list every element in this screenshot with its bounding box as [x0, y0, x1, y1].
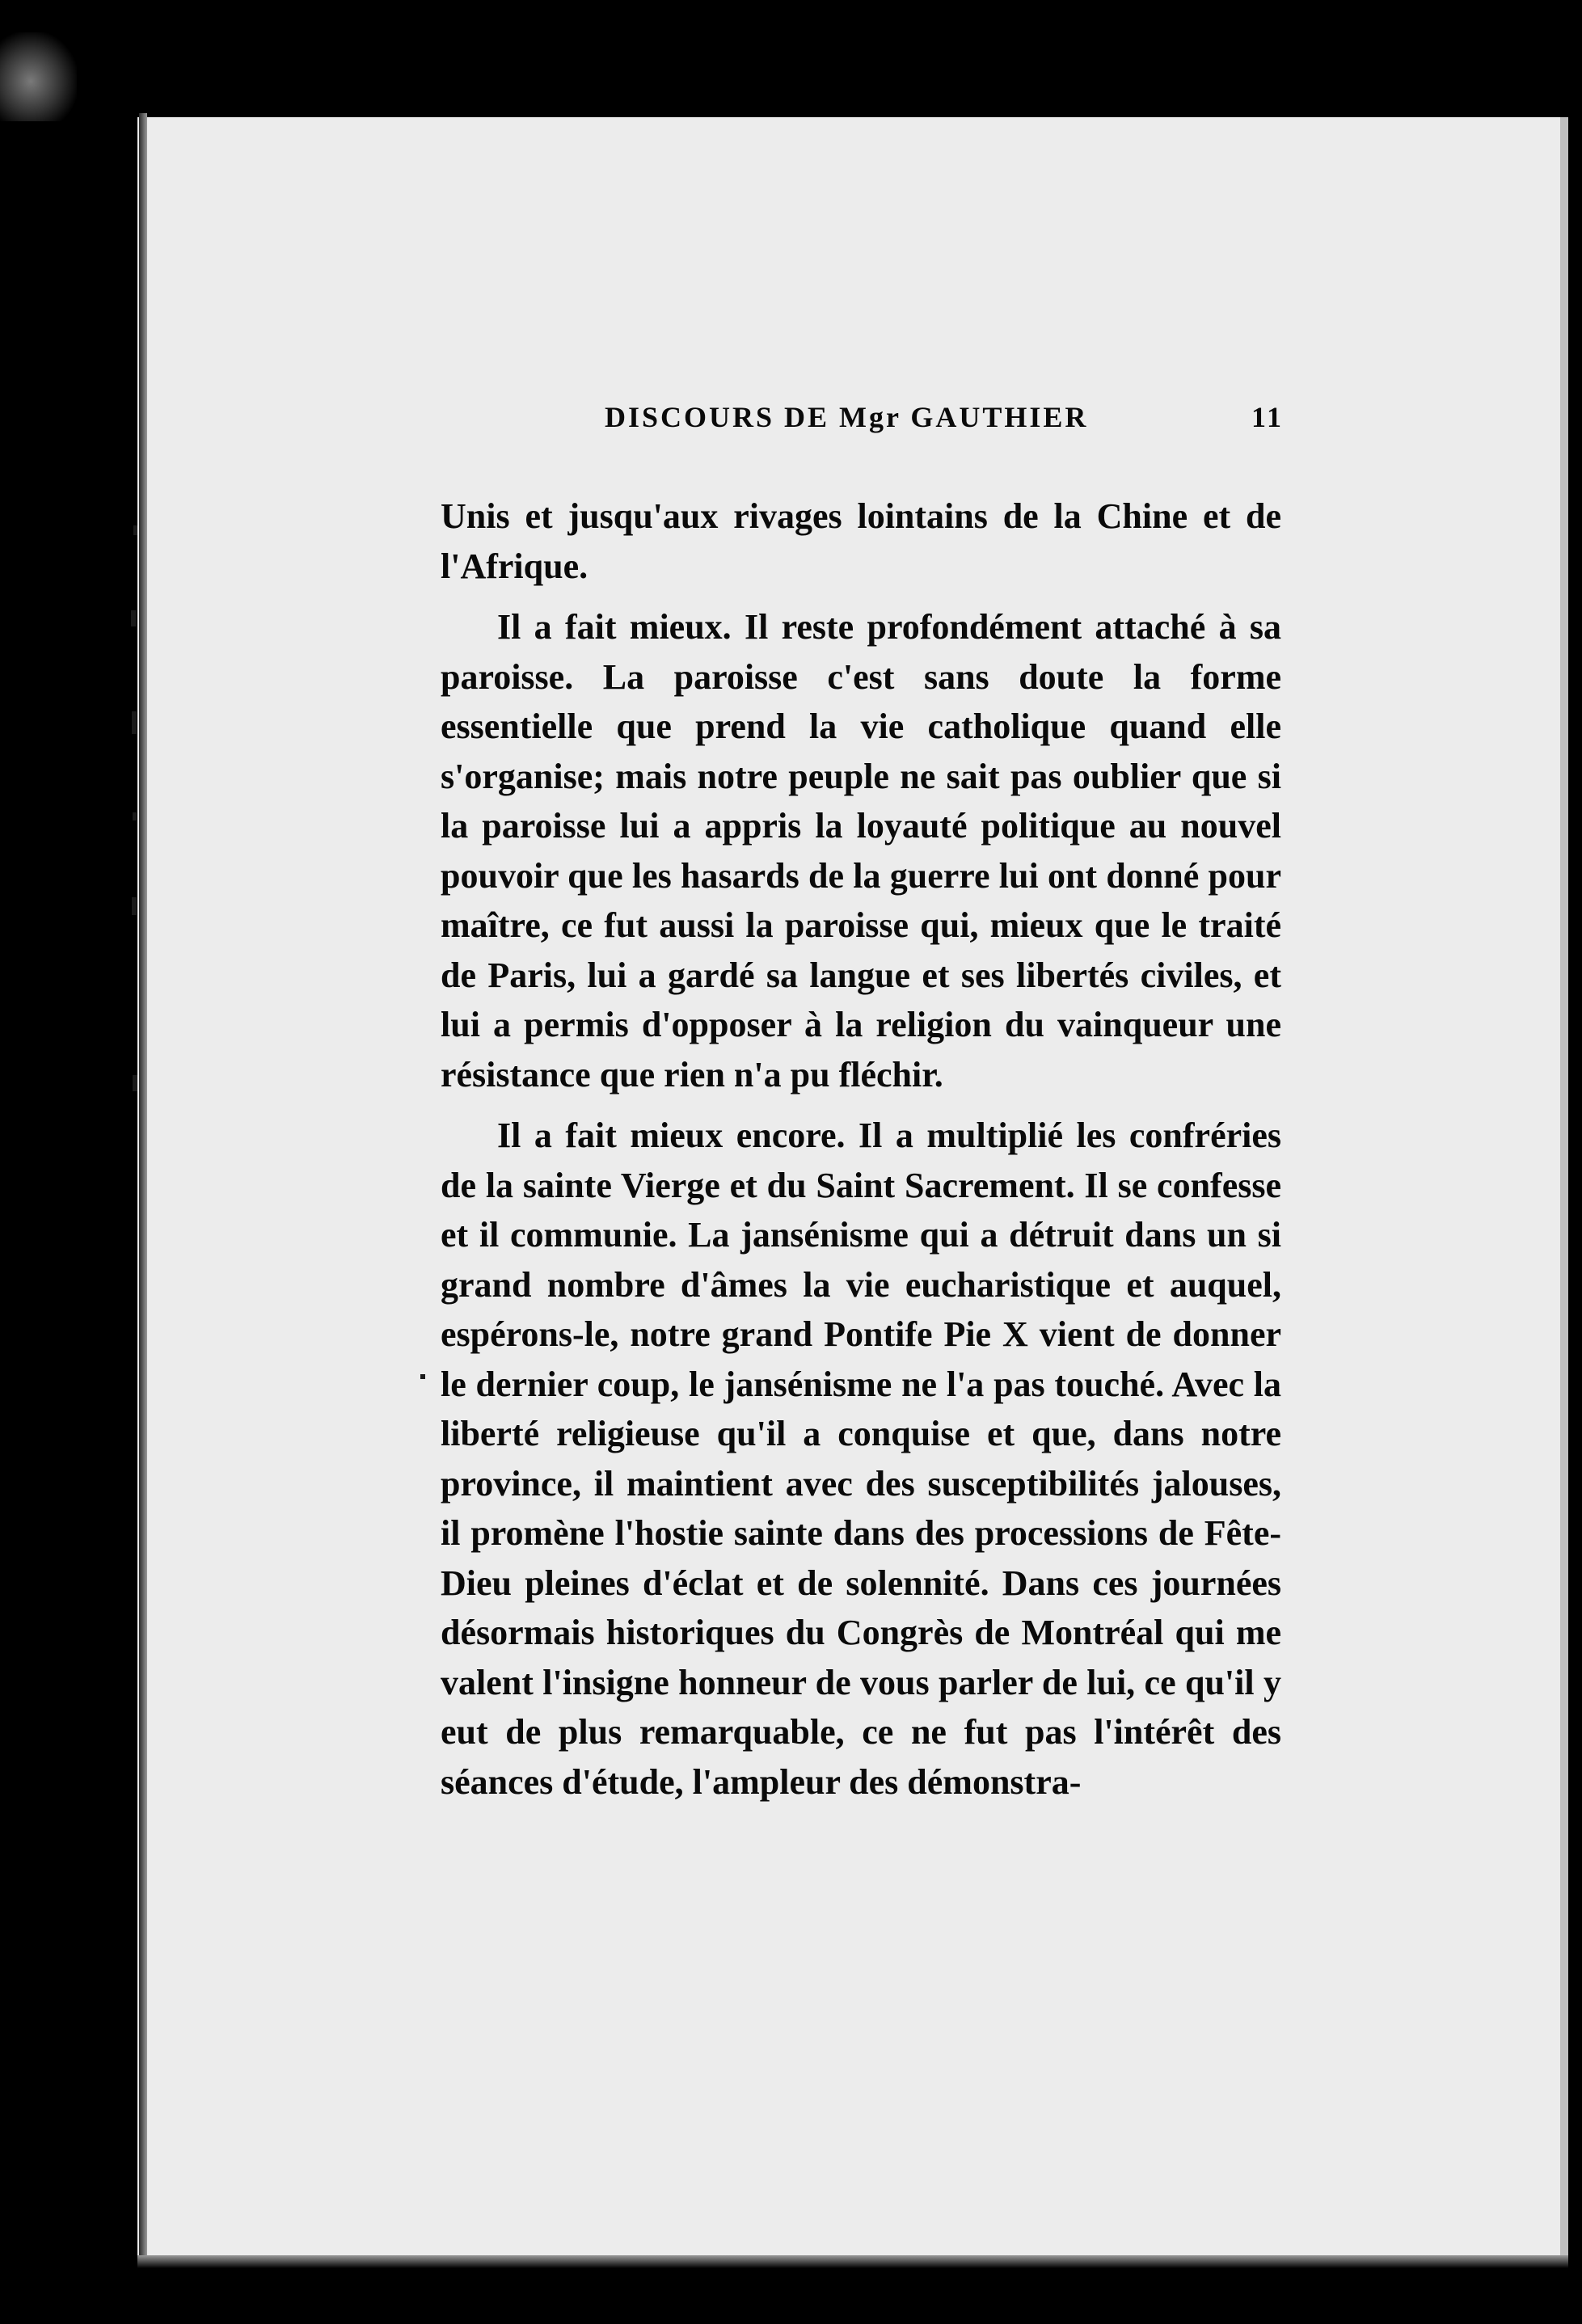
running-title: DISCOURS DE Mgr GAUTHIER [605, 401, 1089, 433]
binding-edge [139, 113, 147, 2263]
margin-speck [133, 1075, 137, 1091]
page-header [605, 400, 1284, 441]
paragraph-continued: Unis et jusqu'aux rivages lointains de la Chine et de l'Afrique. [441, 496, 1281, 586]
paragraph: Il a fait mieux. Il reste profondément attaché à sa paroisse. La paroisse c'est sans doute la forme essentielle que prend la vie catholique quand elle s'organise; mais notre peuple ne sait pas oublier que si la paroisse lui a appris la loyauté politique au nouvel pouvoir que les hasards de la guerre lui ont donné pour maître, ce fut aussi la paroisse qui, mieux que le traité de Paris, lui a gardé sa langue et ses libertés civiles, et lui a permis d'opposer à la religion du vainqueur une résistance que rien n'a pu fléchir. [441, 607, 1281, 1095]
margin-speck [132, 897, 137, 915]
body-text [441, 491, 1281, 1818]
margin-speck [132, 711, 137, 734]
margin-speck [133, 812, 137, 820]
scan-corner-artifact [0, 32, 77, 121]
page-number: 11 [1251, 401, 1284, 433]
page-bottom-shadow [137, 2255, 1568, 2268]
margin-speck [131, 610, 136, 626]
ink-dot [420, 1374, 425, 1379]
margin-speck [133, 525, 137, 535]
paragraph: Il a fait mieux encore. Il a multiplié les confréries de la sainte Vierge et du Saint Sacrement. Il se confesse et il communie. La jansénisme qui a détruit dans un si grand nombre d'âmes la vie eucharistique et auquel, espérons-le, notre grand Pontife Pie X vient de donner le dernier coup, le jansénisme ne l'a pas touché. Avec la liberté religieuse qu'il a conquise et que, dans notre province, il maintient avec des susceptibilités jalouses, il promène l'hostie sainte dans des processions de Fête-Dieu pleines d'éclat et de solennité. Dans ces journées désormais historiques du Congrès de Montréal qui me valent l'insigne honneur de vous parler de lui, ce qu'il y eut de plus remarquable, ce ne fut pas l'intérêt des séances d'étude, l'ampleur des démonstra- [441, 1116, 1281, 1802]
